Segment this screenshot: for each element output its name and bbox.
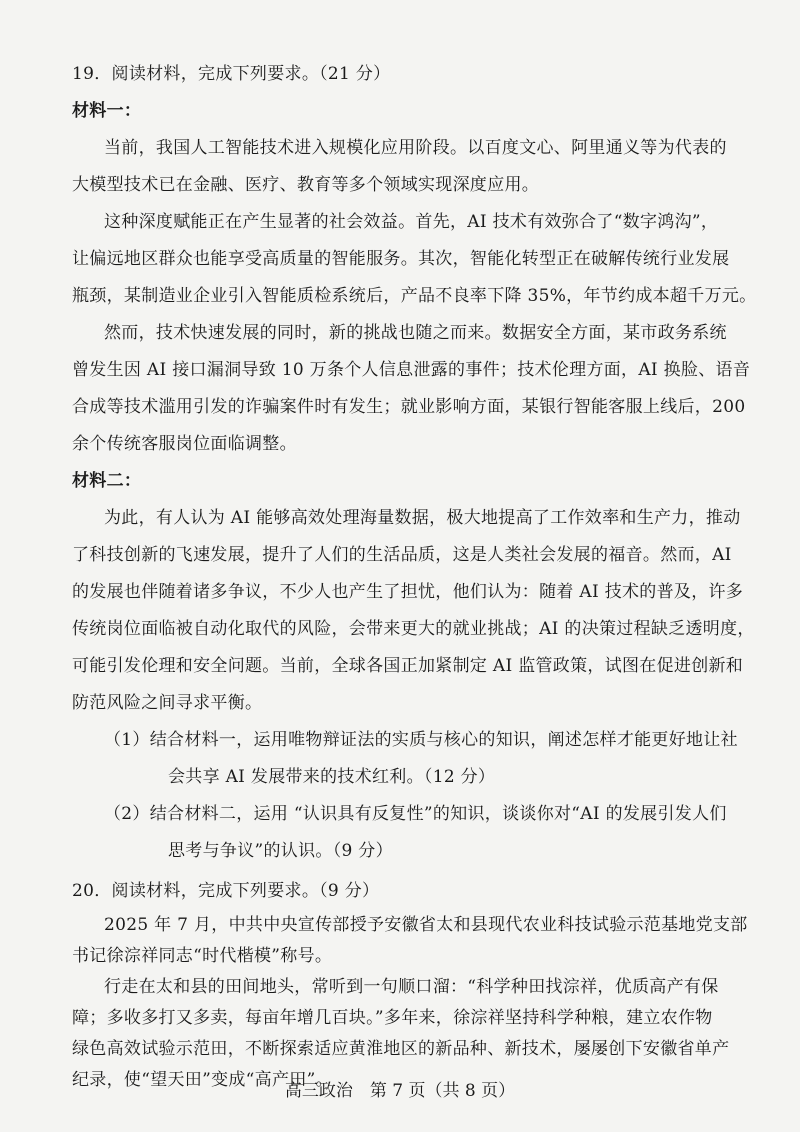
sub-question-2: （2）结合材料二，运用 “认识具有反复性”的知识，谈谈你对“AI 的发展引发人们 [104,804,727,824]
m2-line: 传统岗位面临被自动化取代的风险，会带来更大的就业挑战；AI 的决策过程缺乏透明度， [72,619,755,639]
q20-line: 2025 年 7 月，中共中央宣传部授予安徽省太和县现代农业科技试验示范基地党支部 [104,915,748,935]
m1-line: 大模型技术已在金融、医疗、教育等多个领域实现深度应用。 [72,175,540,195]
q20-line: 书记徐淙祥同志“时代楷模”称号。 [72,946,333,966]
q20-line: 绿色高效试验示范田，不断探索适应黄淮地区的新品种、新技术，屡屡创下安徽省单产 [72,1039,730,1059]
q20-heading: 20．阅读材料，完成下列要求。（9 分） [72,881,380,901]
page-footer: 高三政治 第 7 页（共 8 页） [284,1081,516,1101]
sub-question-1: （1）结合材料一，运用唯物辩证法的实质与核心的知识，阐述怎样才能更好地让社 [104,730,738,750]
m1-line: 曾发生因 AI 接口漏洞导致 10 万条个人信息泄露的事件；技术伦理方面，AI 换脸、语音 [72,360,751,380]
m2-line: 防范风险之间寻求平衡。 [72,693,263,713]
m1-line: 合成等技术滥用引发的诈骗案件时有发生；就业影响方面，某银行智能客服上线后，200 [72,397,746,417]
q20-line: 障；多收多打又多卖，每亩年增几百块。”多年来，徐淙祥坚持科学种粮，建立农作物 [72,1008,713,1028]
m2-line: 的发展也伴随着诸多争议，不少人也产生了担忧，他们认为：随着 AI 技术的普及，许多 [72,582,744,602]
m2-line: 了科技创新的飞速发展，提升了人们的生活品质，这是人类社会发展的福音。然而，AI [72,545,732,565]
q19-heading: 19．阅读材料，完成下列要求。（21 分） [72,64,391,84]
m1-line: 让偏远地区群众也能享受高质量的智能服务。其次，智能化转型正在破解传统行业发展 [72,249,730,269]
m1-line: 余个传统客服岗位面临调整。 [72,434,297,454]
q20-line: 行走在太和县的田间地头，常听到一句顺口溜：“科学种田找淙祥，优质高产有保 [104,977,719,997]
material1-label: 材料一： [72,101,142,121]
m2-line: 可能引发伦理和安全问题。当前，全球各国正加紧制定 AI 监管政策，试图在促进创新和 [72,656,744,676]
sub-question-1-cont: 会共享 AI 发展带来的技术红利。（12 分） [168,767,496,787]
m1-line: 瓶颈，某制造业企业引入智能质检系统后，产品不良率下降 35%，年节约成本超千万元。 [72,286,757,306]
m1-line: 当前，我国人工智能技术进入规模化应用阶段。以百度文心、阿里通义等为代表的 [104,138,727,158]
m1-line: 这种深度赋能正在产生显著的社会效益。首先，AI 技术有效弥合了“数字鸿沟”， [104,212,719,232]
m2-line: 为此，有人认为 AI 能够高效处理海量数据，极大地提高了工作效率和生产力，推动 [104,508,741,528]
material2-label: 材料二： [72,471,142,491]
m1-line: 然而，技术快速发展的同时，新的挑战也随之而来。数据安全方面，某市政务系统 [104,323,727,343]
q20-line: 纪录，使“望天田”变成“高产田”。 [72,1070,333,1090]
sub-question-2-cont: 思考与争议”的认识。（9 分） [168,841,393,861]
